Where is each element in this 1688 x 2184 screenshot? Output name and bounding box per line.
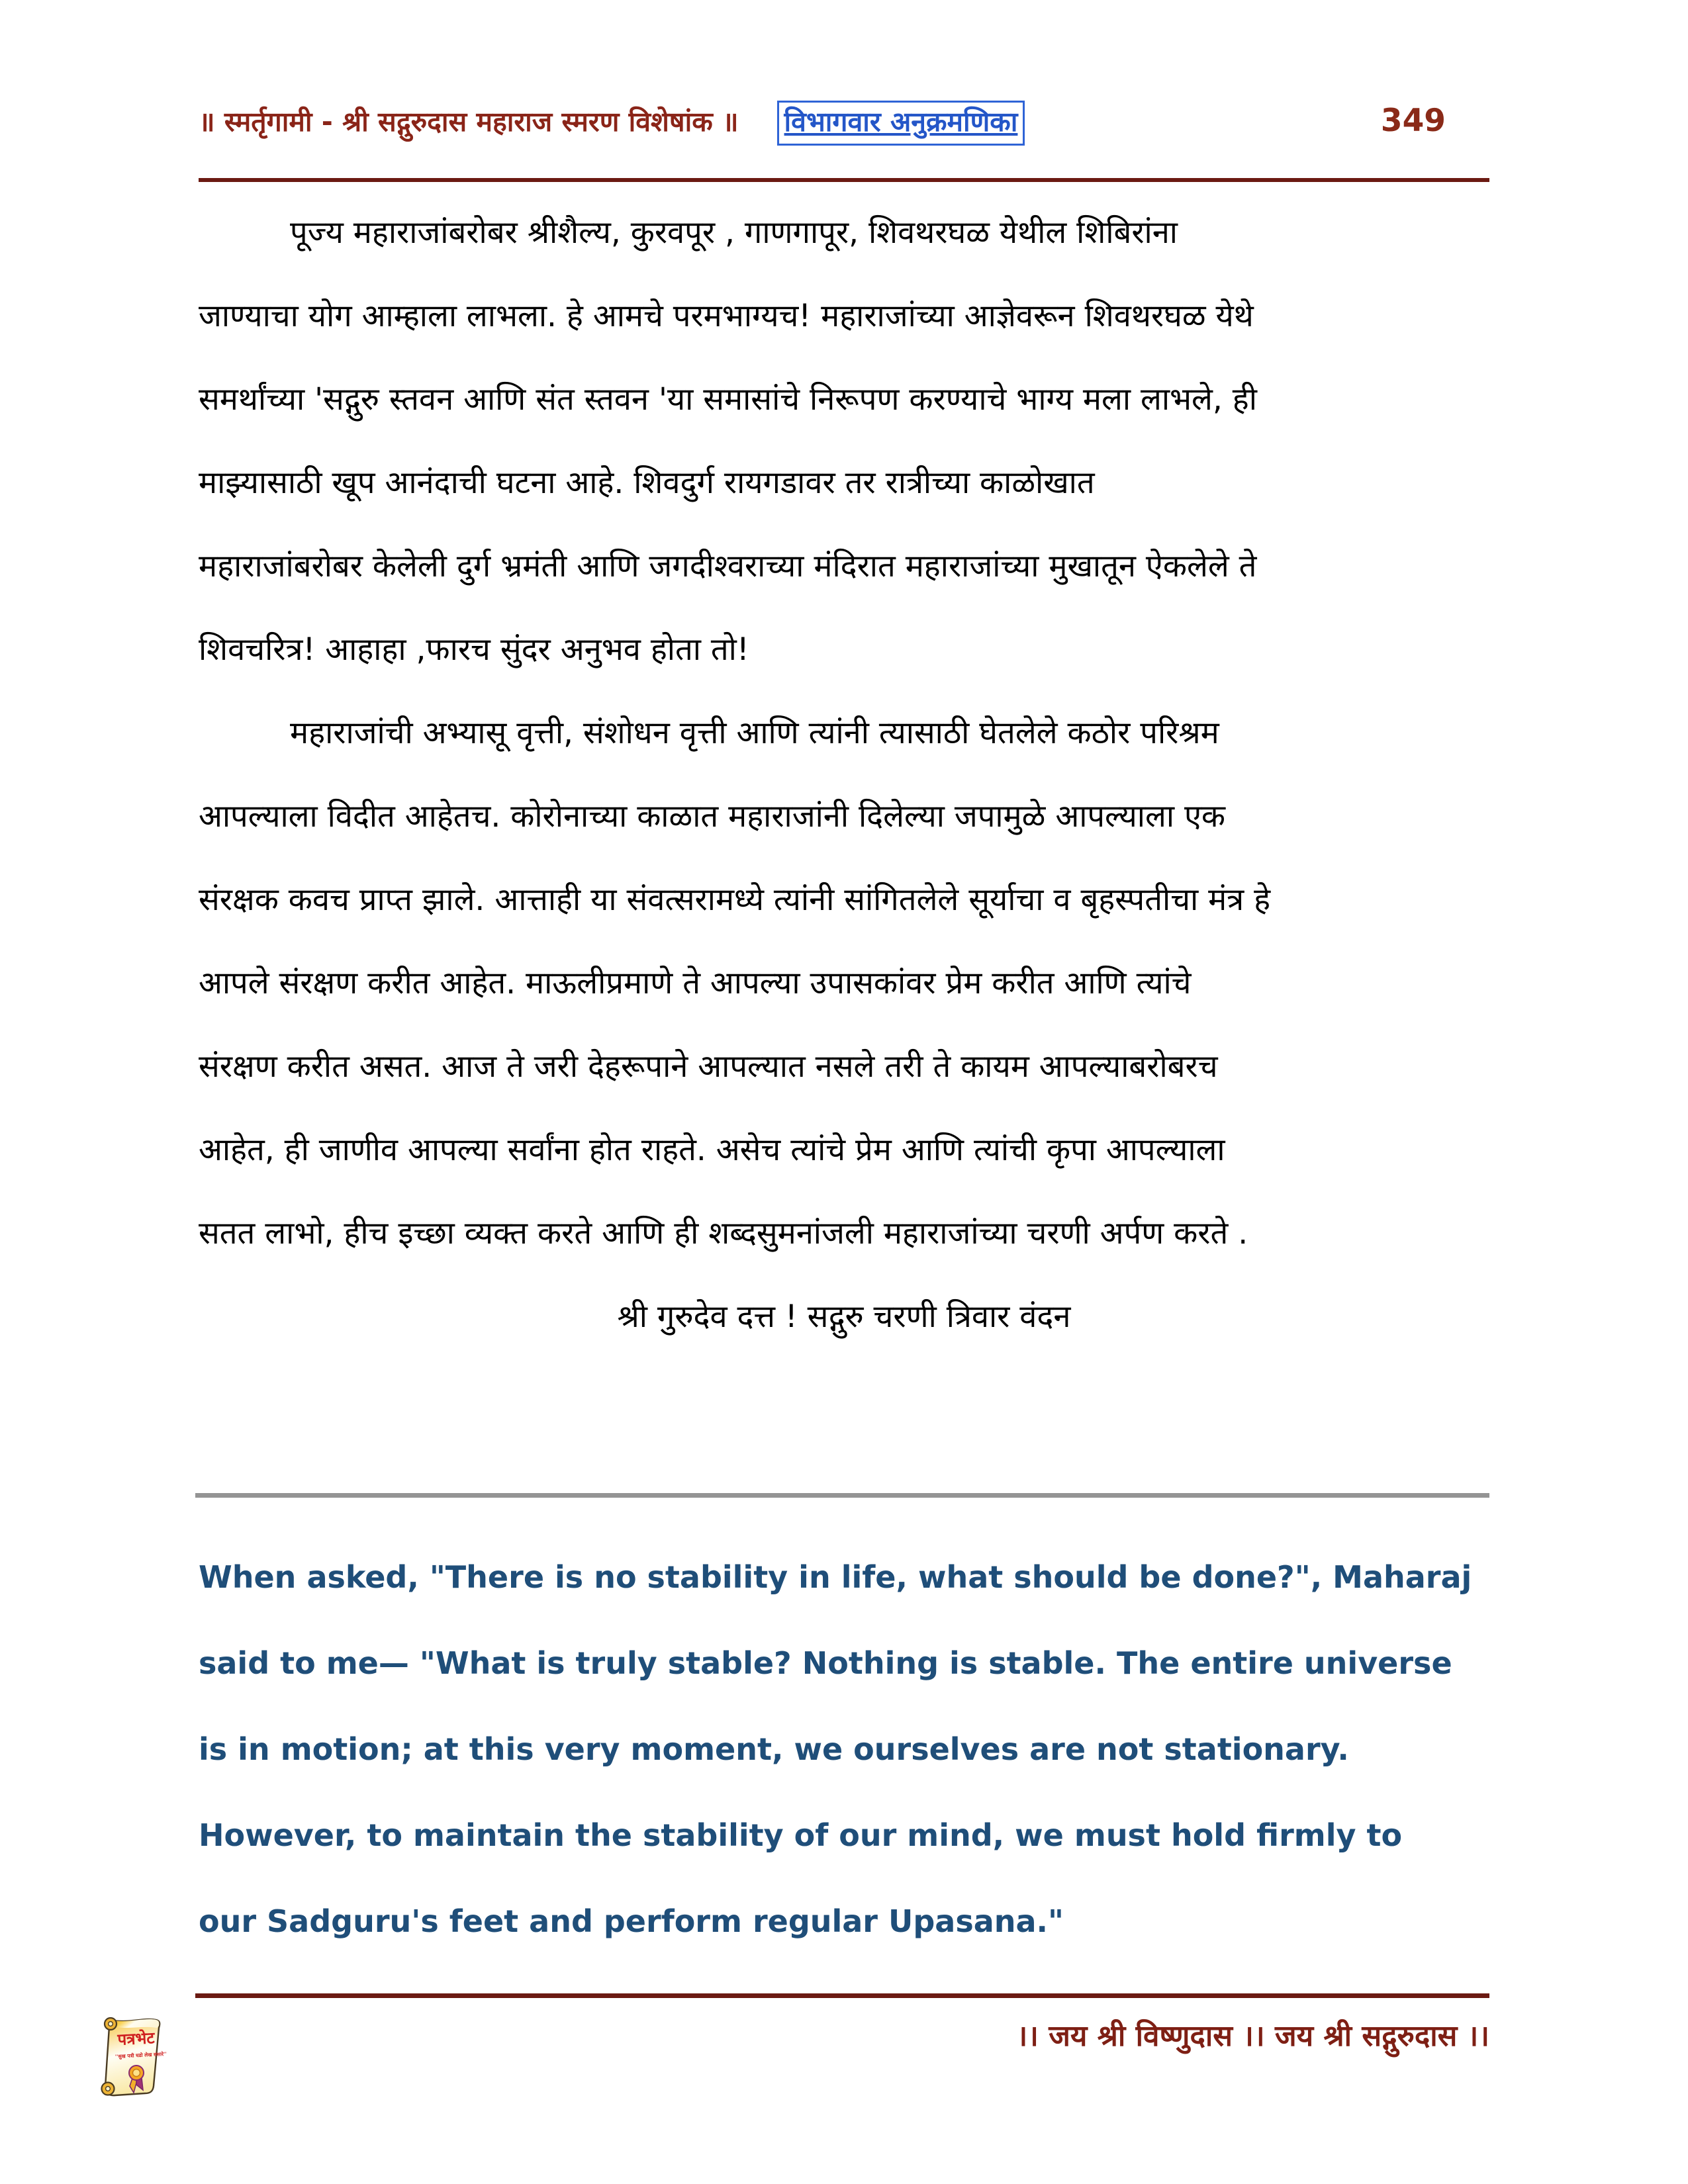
body-line: शिवचरित्र! आहाहा ,फारच सुंदर अनुभव होता तो! <box>199 631 749 668</box>
footer-jai-text: ।। जय श्री विष्णुदास ।। जय श्री सद्गुरुदास ।। <box>1016 2019 1489 2053</box>
body-line: संरक्षक कवच प्राप्त झाले. आत्ताही या संवत्सरामध्ये त्यांनी सांगितलेले सूर्याचा व बृहस्पतीचा मंत्र हे <box>199 882 1271 918</box>
quote-line: When asked, "There is no stability in life, what should be done?", Maharaj <box>199 1559 1472 1595</box>
page-header <box>199 101 1489 146</box>
english-quote-block <box>199 1534 1489 1964</box>
footer-rule <box>195 1993 1489 1998</box>
quote-line: is in motion; at this very moment, we ourselves are not stationary. <box>199 1731 1349 1767</box>
section-separator-rule <box>195 1493 1489 1498</box>
body-paragraph-1 <box>199 191 1489 692</box>
body-line: माझ्यासाठी खूप आनंदाची घटना आहे. शिवदुर्ग रायगडावर तर रात्रीच्या काळोखात <box>199 465 1095 501</box>
body-line: पूज्य महाराजांबरोबर श्रीशैल्य, कुरवपूर , गाणगापूर, शिवथरघळ येथील शिबिरांना <box>290 214 1178 251</box>
patrabhet-logo <box>95 2015 167 2105</box>
body-line: महाराजांबरोबर केलेली दुर्ग भ्रमंती आणि जगदीश्वराच्या मंदिरात महाराजांच्या मुखातून ऐकलेले ते <box>199 548 1257 584</box>
section-index-link[interactable]: विभागवार अनुक्रमणिका <box>777 101 1025 146</box>
page-number: 349 <box>1380 103 1446 139</box>
body-line: जाण्याचा योग आम्हाला लाभला. हे आमचे परमभाग्यच! महाराजांच्या आज्ञेवरून शिवथरघळ येथे <box>199 298 1254 334</box>
quote-line: said to me— "What is truly stable? Nothing is stable. The entire universe <box>199 1645 1452 1681</box>
body-paragraph-2 <box>199 692 1489 1275</box>
logo-tagline: ''सुख पत्री घडो लेख संसारे'' <box>115 2050 167 2060</box>
quote-line: However, to maintain the stability of our mind, we must hold firmly to <box>199 1817 1403 1853</box>
header-title: ॥ स्मर्तृगामी - श्री सद्गुरुदास महाराज स्मरण विशेषांक ॥ <box>199 106 739 138</box>
quote-line: our Sadguru's feet and perform regular Upasana." <box>199 1903 1064 1939</box>
body-line: आपल्याला विदीत आहेतच. कोरोनाच्या काळात महाराजांनी दिलेल्या जपामुळे आपल्याला एक <box>199 798 1226 835</box>
body-line: आपले संरक्षण करीत आहेत. माऊलीप्रमाणे ते आपल्या उपासकांवर प्रेम करीत आणि त्यांचे <box>199 965 1192 1001</box>
body-line: संरक्षण करीत असत. आज ते जरी देहरूपाने आपल्यात नसले तरी ते कायम आपल्याबरोबरच <box>199 1048 1218 1085</box>
body-line: सतत लाभो, हीच इच्छा व्यक्त करते आणि ही शब्दसुमनांजली महाराजांच्या चरणी अर्पण करते . <box>199 1215 1248 1251</box>
body-line: आहेत, ही जाणीव आपल्या सर्वांना होत राहते. असेच त्यांचे प्रेम आणि त्यांची कृपा आपल्याला <box>199 1132 1225 1168</box>
body-line: समर्थांच्या 'सद्गुरु स्तवन आणि संत स्तवन 'या समासांचे निरूपण करण्याचे भाग्य मला लाभले, ही <box>199 381 1257 418</box>
logo-title: पत्रभेट <box>117 2028 156 2049</box>
closing-salutation-line: श्री गुरुदेव दत्त ! सद्गुरु चरणी त्रिवार वंदन <box>617 1298 1071 1335</box>
body-line: महाराजांची अभ्यासू वृत्ती, संशोधन वृत्ती आणि त्यांनी त्यासाठी घेतलेले कठोर परिश्रम <box>290 715 1219 751</box>
body-text <box>199 191 1489 1359</box>
header-rule <box>199 178 1489 182</box>
scroll-icon <box>95 2015 167 2105</box>
